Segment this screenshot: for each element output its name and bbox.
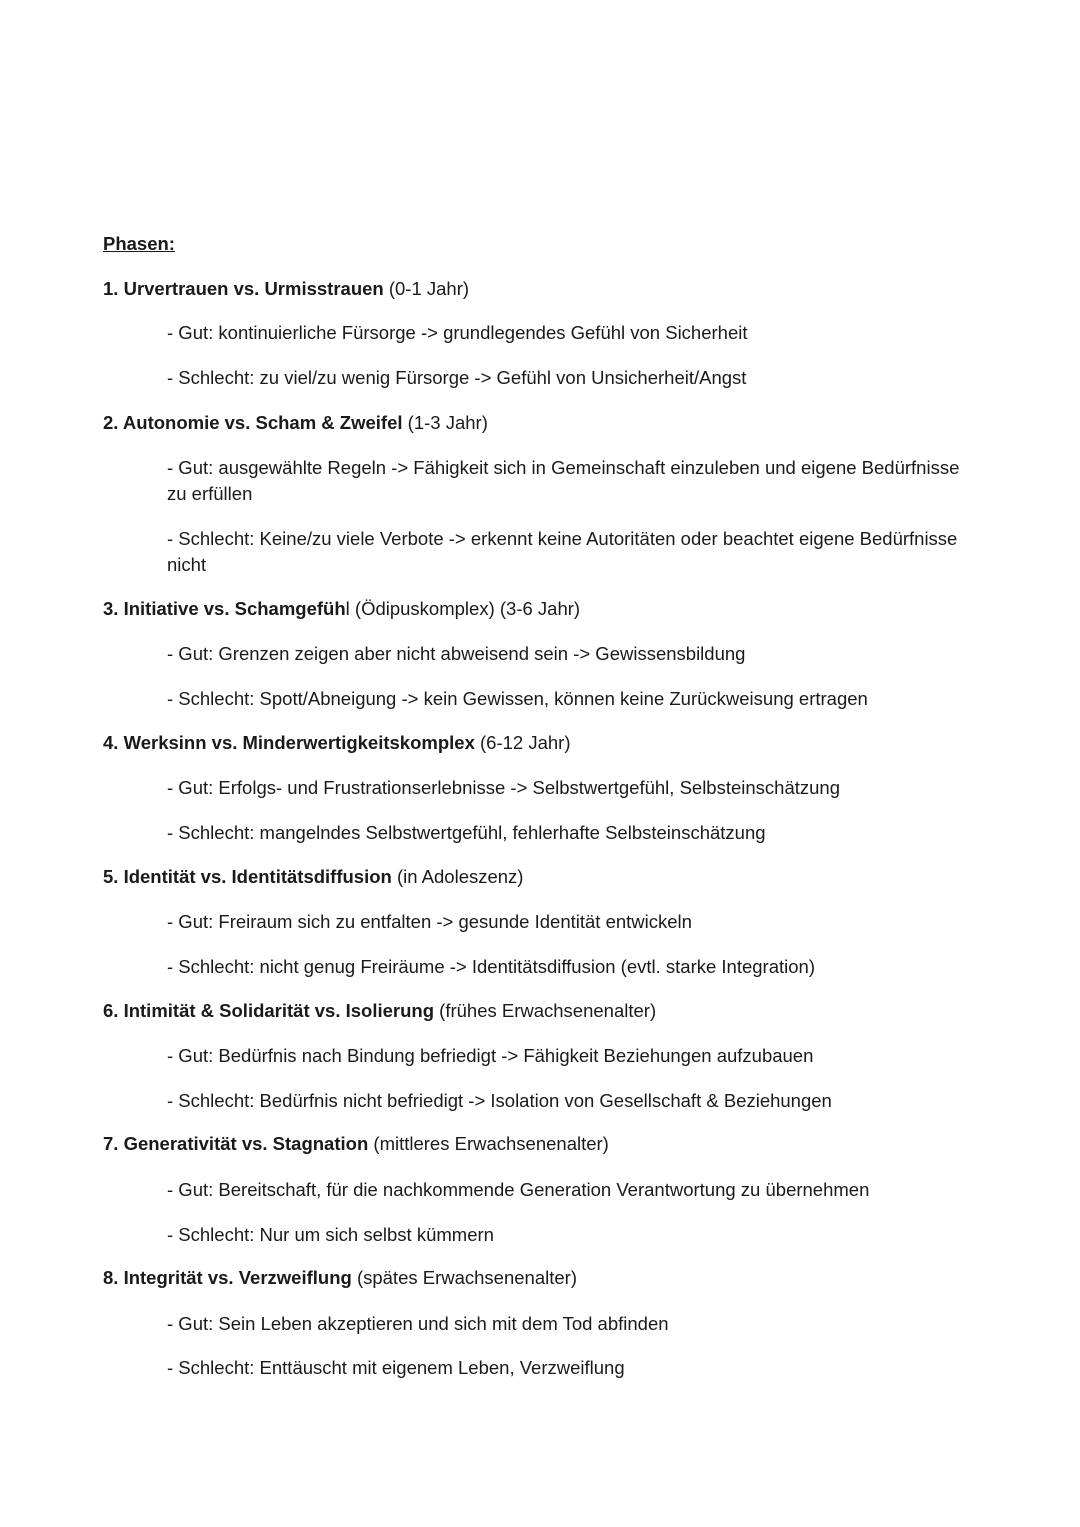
phase-name: Generativität vs. Stagnation <box>123 1133 369 1154</box>
phase-name: Intimität & Solidarität vs. Isolierung <box>123 1000 435 1021</box>
phase-age: (6-12 Jahr) <box>480 732 571 753</box>
phase-title-8 <box>103 1266 577 1290</box>
phase-6-bad: - Schlecht: Bedürfnis nicht befriedigt -> Isolation von Gesellschaft & Beziehungen <box>167 1090 832 1111</box>
phase-title-6 <box>103 999 656 1023</box>
phase-number: 2. <box>103 412 119 433</box>
phase-title-1 <box>103 277 469 301</box>
phase-name: Werksinn vs. Minderwertigkeitskomplex <box>123 732 475 753</box>
phase-age: (in Adoleszenz) <box>396 866 524 887</box>
phase-age: (mittleres Erwachsenenalter) <box>373 1133 609 1154</box>
phase-1-bad: - Schlecht: zu viel/zu wenig Fürsorge -> Gefühl von Unsicherheit/Angst <box>167 367 747 388</box>
phase-number: 7. <box>103 1133 119 1154</box>
phase-5-bad: - Schlecht: nicht genug Freiräume -> Identitätsdiffusion (evtl. starke Integration) <box>167 956 815 977</box>
phase-name: Autonomie vs. Scham & Zweifel <box>122 412 403 433</box>
phase-age: (frühes Erwachsenenalter) <box>439 1000 657 1021</box>
phase-8-good: - Gut: Sein Leben akzeptieren und sich mit dem Tod abfinden <box>167 1313 669 1334</box>
phase-name: Initiative vs. Schamgefüh <box>123 598 346 619</box>
phase-title-3 <box>103 597 580 621</box>
phase-5-good: - Gut: Freiraum sich zu entfalten -> gesunde Identität entwickeln <box>167 911 692 932</box>
phase-title-2 <box>103 411 488 435</box>
phase-2-good: - Gut: ausgewählte Regeln -> Fähigkeit sich in Gemeinschaft einzuleben und eigene Bedürfnisse zu erfüllen <box>167 457 960 504</box>
phase-3-bad: - Schlecht: Spott/Abneigung -> kein Gewissen, können keine Zurückweisung ertragen <box>167 688 868 709</box>
phase-title-5 <box>103 865 523 889</box>
phase-number: 4. <box>103 732 119 753</box>
phase-name: Identität vs. Identitätsdiffusion <box>123 866 392 887</box>
phase-7-good: - Gut: Bereitschaft, für die nachkommende Generation Verantwortung zu übernehmen <box>167 1179 870 1200</box>
phase-number: 1. <box>103 278 119 299</box>
phase-age: (1-3 Jahr) <box>407 412 488 433</box>
phase-age: (0-1 Jahr) <box>388 278 470 299</box>
phase-number: 5. <box>103 866 119 887</box>
phase-age: (spätes Erwachsenenalter) <box>356 1267 577 1288</box>
phase-8-bad: - Schlecht: Enttäuscht mit eigenem Leben, Verzweiflung <box>167 1357 625 1378</box>
phase-number: 3. <box>103 598 119 619</box>
phase-name-rest: l (Ödipuskomplex) <box>345 598 495 619</box>
phase-name: Urvertrauen vs. Urmisstrauen <box>123 278 384 299</box>
phase-number: 6. <box>103 1000 119 1021</box>
phase-title-4 <box>103 731 570 755</box>
phase-6-good: - Gut: Bedürfnis nach Bindung befriedigt -> Fähigkeit Beziehungen aufzubauen <box>167 1045 814 1066</box>
phase-3-good: - Gut: Grenzen zeigen aber nicht abweisend sein -> Gewissensbildung <box>167 643 746 664</box>
phase-7-bad: - Schlecht: Nur um sich selbst kümmern <box>167 1224 494 1245</box>
phase-1-good: - Gut: kontinuierliche Fürsorge -> grundlegendes Gefühl von Sicherheit <box>167 322 748 343</box>
section-heading: Phasen: <box>103 233 175 254</box>
phase-name: Integrität vs. Verzweiflung <box>123 1267 352 1288</box>
phase-title-7 <box>103 1132 609 1156</box>
phase-number: 8. <box>103 1267 119 1288</box>
phase-4-bad: - Schlecht: mangelndes Selbstwertgefühl, fehlerhafte Selbsteinschätzung <box>167 822 766 843</box>
phase-age: (3-6 Jahr) <box>499 598 581 619</box>
phase-2-bad: - Schlecht: Keine/zu viele Verbote -> erkennt keine Autoritäten oder beachtet eigene Bedürfnisse nicht <box>167 528 958 575</box>
phase-4-good: - Gut: Erfolgs- und Frustrationserlebnisse -> Selbstwertgefühl, Selbsteinschätzung <box>167 777 841 798</box>
